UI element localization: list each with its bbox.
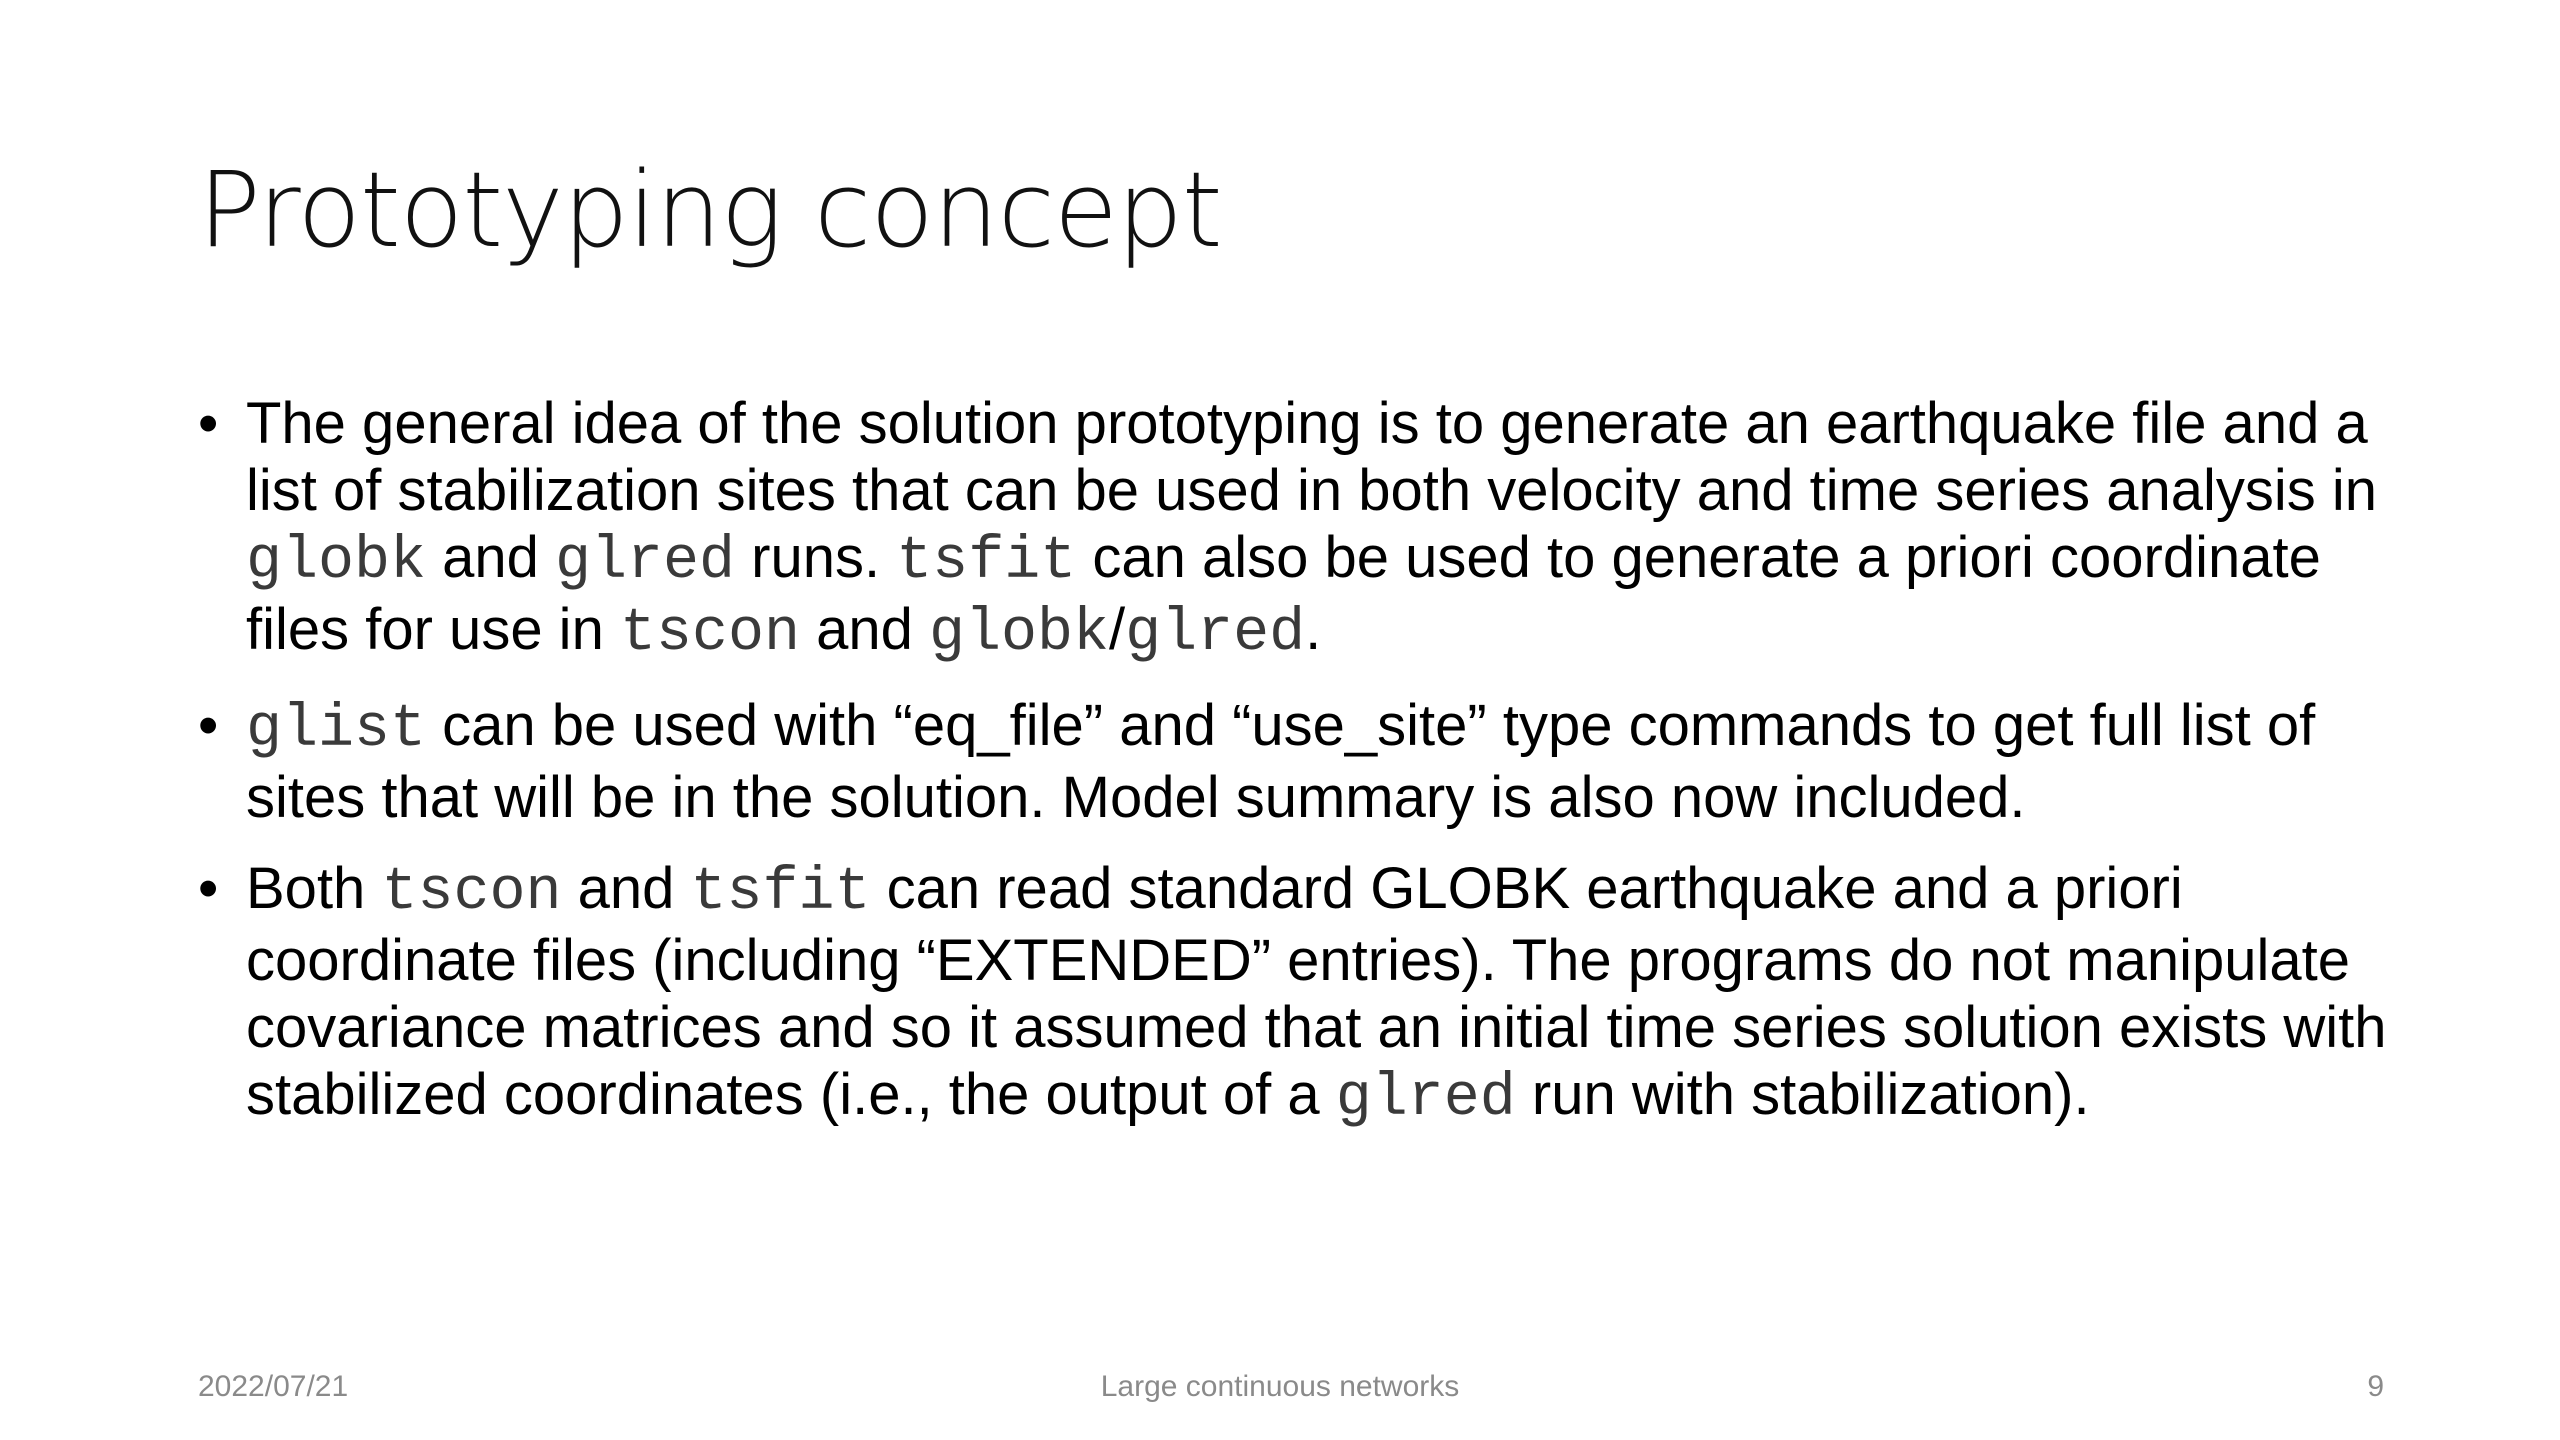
bullet-text: [246, 856, 2387, 1133]
command-name: tsfit: [896, 528, 1077, 596]
bullet-marker: •: [198, 856, 219, 921]
footer-title: Large continuous networks: [1100, 1370, 1460, 1403]
text-segment: run with stabilization).: [1515, 1062, 2090, 1127]
page-number: 9: [2367, 1370, 2384, 1403]
bullet-marker: •: [198, 391, 219, 456]
bullet-item: [198, 855, 2398, 1133]
bullet-marker: •: [198, 693, 219, 758]
command-name: glred: [1335, 1065, 1516, 1133]
footer-date: 2022/07/21: [198, 1370, 349, 1403]
command-name: globk: [246, 528, 427, 596]
text-segment: Both: [246, 856, 382, 921]
text-segment: runs.: [735, 525, 897, 590]
text-segment: can read standard GLOBK earthquake and a priori coordinate files (including “EXTENDED” entries). The programs do not manipulate covariance matrices and so it assumed that an initial time series solution exists with stabilized coordinates (i.e., the output of a: [246, 856, 2387, 1127]
command-name: tscon: [381, 859, 562, 927]
command-name: glred: [555, 528, 736, 596]
text-segment: and: [426, 525, 556, 590]
text-segment: can also be used to generate a priori coordinate files for use in: [246, 525, 2321, 662]
bullet-item: [198, 390, 2398, 668]
text-segment: .: [1305, 597, 1322, 662]
command-name: glred: [1125, 600, 1306, 668]
slide-title: Prototyping concept: [198, 149, 1222, 271]
bullet-text: [246, 693, 2315, 830]
command-name: globk: [928, 600, 1110, 668]
bullet-list: [198, 390, 2398, 1157]
text-segment: /: [1109, 597, 1126, 662]
text-segment: and: [561, 856, 691, 921]
text-segment: and: [799, 597, 929, 662]
text-segment: can be used with “eq_file” and “use_site” type commands to get full list of sites that will be in the solution. Model summary is also now included.: [246, 693, 2316, 830]
text-segment: The general idea of the solution prototyping is to generate an earthquake file and a list of stabilization sites that can be used in both velocity and time series analysis in: [246, 391, 2377, 523]
command-name: tscon: [619, 600, 800, 668]
bullet-item: [198, 692, 2398, 831]
command-name: tsfit: [690, 859, 871, 927]
bullet-text: [246, 391, 2377, 668]
command-name: glist: [246, 696, 427, 764]
